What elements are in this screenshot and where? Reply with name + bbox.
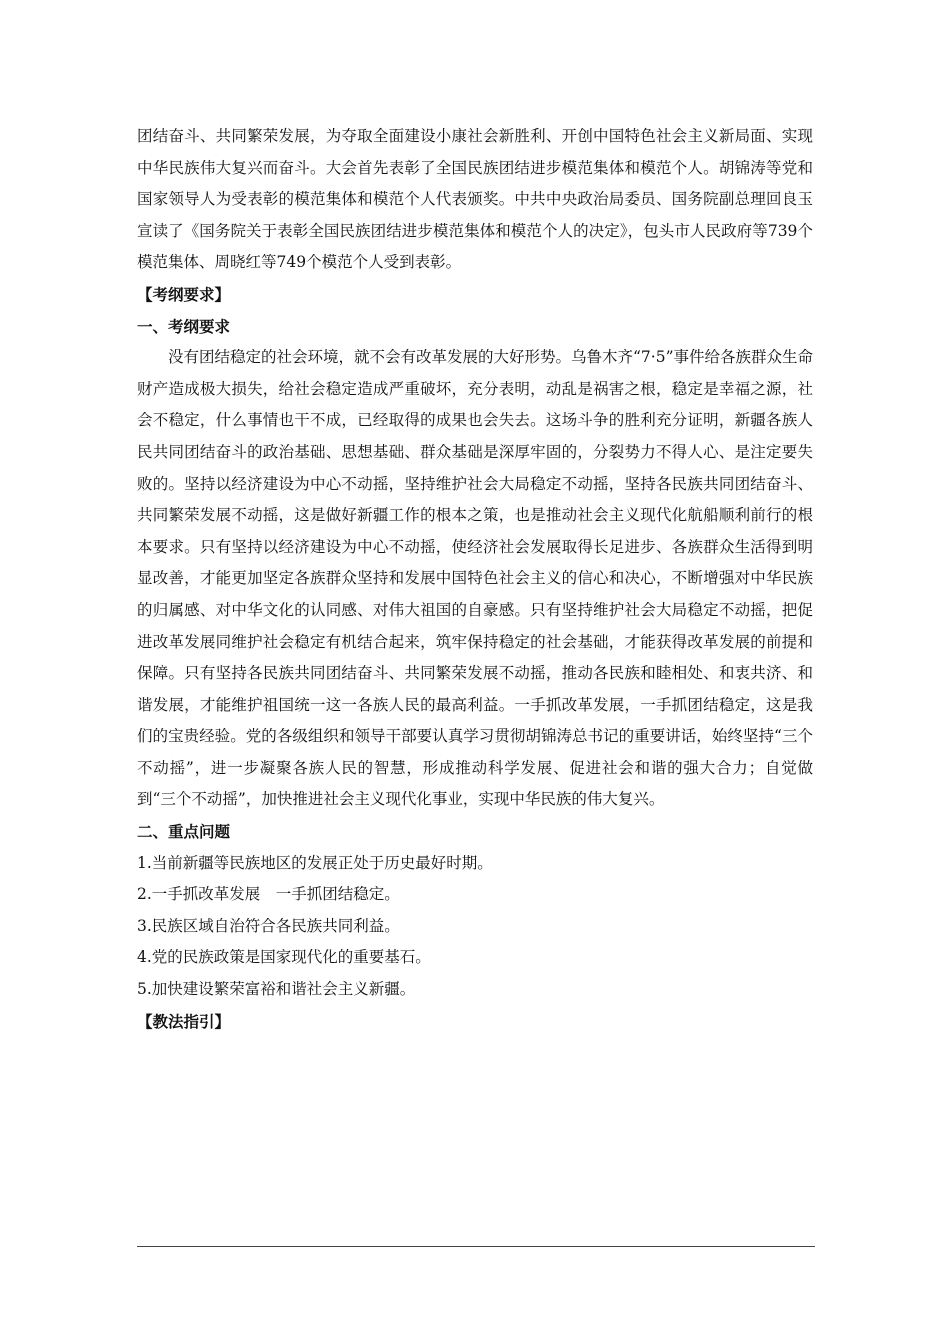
body-paragraph: 没有团结稳定的社会环境，就不会有改革发展的大好形势。乌鲁木齐“7·5”事件给各族群众生命财产造成极大损失，给社会稳定造成严重破坏，充分表明，动乱是祸害之根，稳定是幸福之源，社会不稳定，什么事情也干不成，已经取得的成果也会失去。这场斗争的胜利充分证明，新疆各族人民共同团结奋斗的政治基础、思想基础、群众基础是深厚牢固的，分裂势力不得人心、是注定要失败的。坚持以经济建设为中心不动摇，坚持维护社会大局稳定不动摇，坚持各民族共同团结奋斗、共同繁荣发展不动摇，这是做好新疆工作的根本之策，也是推动社会主义现代化航船顺利前行的根本要求。只有坚持以经济建设为中心不动摇，使经济社会发展取得长足进步、各族群众生活得到明显改善，才能更加坚定各族群众坚持和发展中国特色社会主义的信心和决心，不断增强对中华民族的归属感、对中华文化的认同感、对伟大祖国的自豪感。只有坚持维护社会大局稳定不动摇，把促进改革发展同维护社会稳定有机结合起来，筑牢保持稳定的社会基础，才能获得改革发展的前提和保障。只有坚持各民族共同团结奋斗、共同繁荣发展不动摇，推动各民族和睦相处、和衷共济、和谐发展，才能维护祖国统一这一各族人民的最高利益。一手抓改革发展，一手抓团结稳定，这是我们的宝贵经验。党的各级组织和领导干部要认真学习贯彻胡锦涛总书记的重要讲话，始终坚持“三个不动摇”，进一步凝聚各族人民的智慧，形成推动科学发展、促进社会和谐的强大合力；自觉做到“三个不动摇”，加快推进社会主义现代化事业，实现中华民族的伟大复兴。 bbox=[137, 348, 814, 809]
subsection-heading-requirements: 一、考纲要求 bbox=[137, 316, 231, 336]
key-point-item: 3.民族区域自治符合各民族共同利益。 bbox=[137, 916, 400, 935]
section-heading-jiaofa: 【教法指引】 bbox=[137, 1011, 231, 1031]
key-point-item: 2.一手抓改革发展 一手抓团结稳定。 bbox=[137, 885, 400, 904]
footer-divider bbox=[137, 1246, 815, 1247]
key-point-item: 5.加快建设繁荣富裕和谐社会主义新疆。 bbox=[137, 980, 416, 999]
key-point-item: 4.党的民族政策是国家现代化的重要基石。 bbox=[137, 948, 431, 967]
intro-paragraph: 团结奋斗、共同繁荣发展，为夺取全面建设小康社会新胜利、开创中国特色社会主义新局面、实现中华民族伟大复兴而奋斗。大会首先表彰了全国民族团结进步模范集体和模范个人。胡锦涛等党和国家领导人为受表彰的模范集体和模范个人代表颁奖。中共中央政治局委员、国务院副总理回良玉宣读了《国务院关于表彰全国民族团结进步模范集体和模范个人的决定》，包头市人民政府等739个模范集体、周晓红等749个模范个人受到表彰。 bbox=[137, 127, 813, 272]
key-point-item: 1.当前新疆等民族地区的发展正处于历史最好时期。 bbox=[137, 853, 493, 872]
section-heading-kaogang: 【考纲要求】 bbox=[137, 284, 231, 304]
document-body bbox=[137, 121, 813, 1037]
subsection-heading-key-issues: 二、重点问题 bbox=[137, 822, 231, 842]
